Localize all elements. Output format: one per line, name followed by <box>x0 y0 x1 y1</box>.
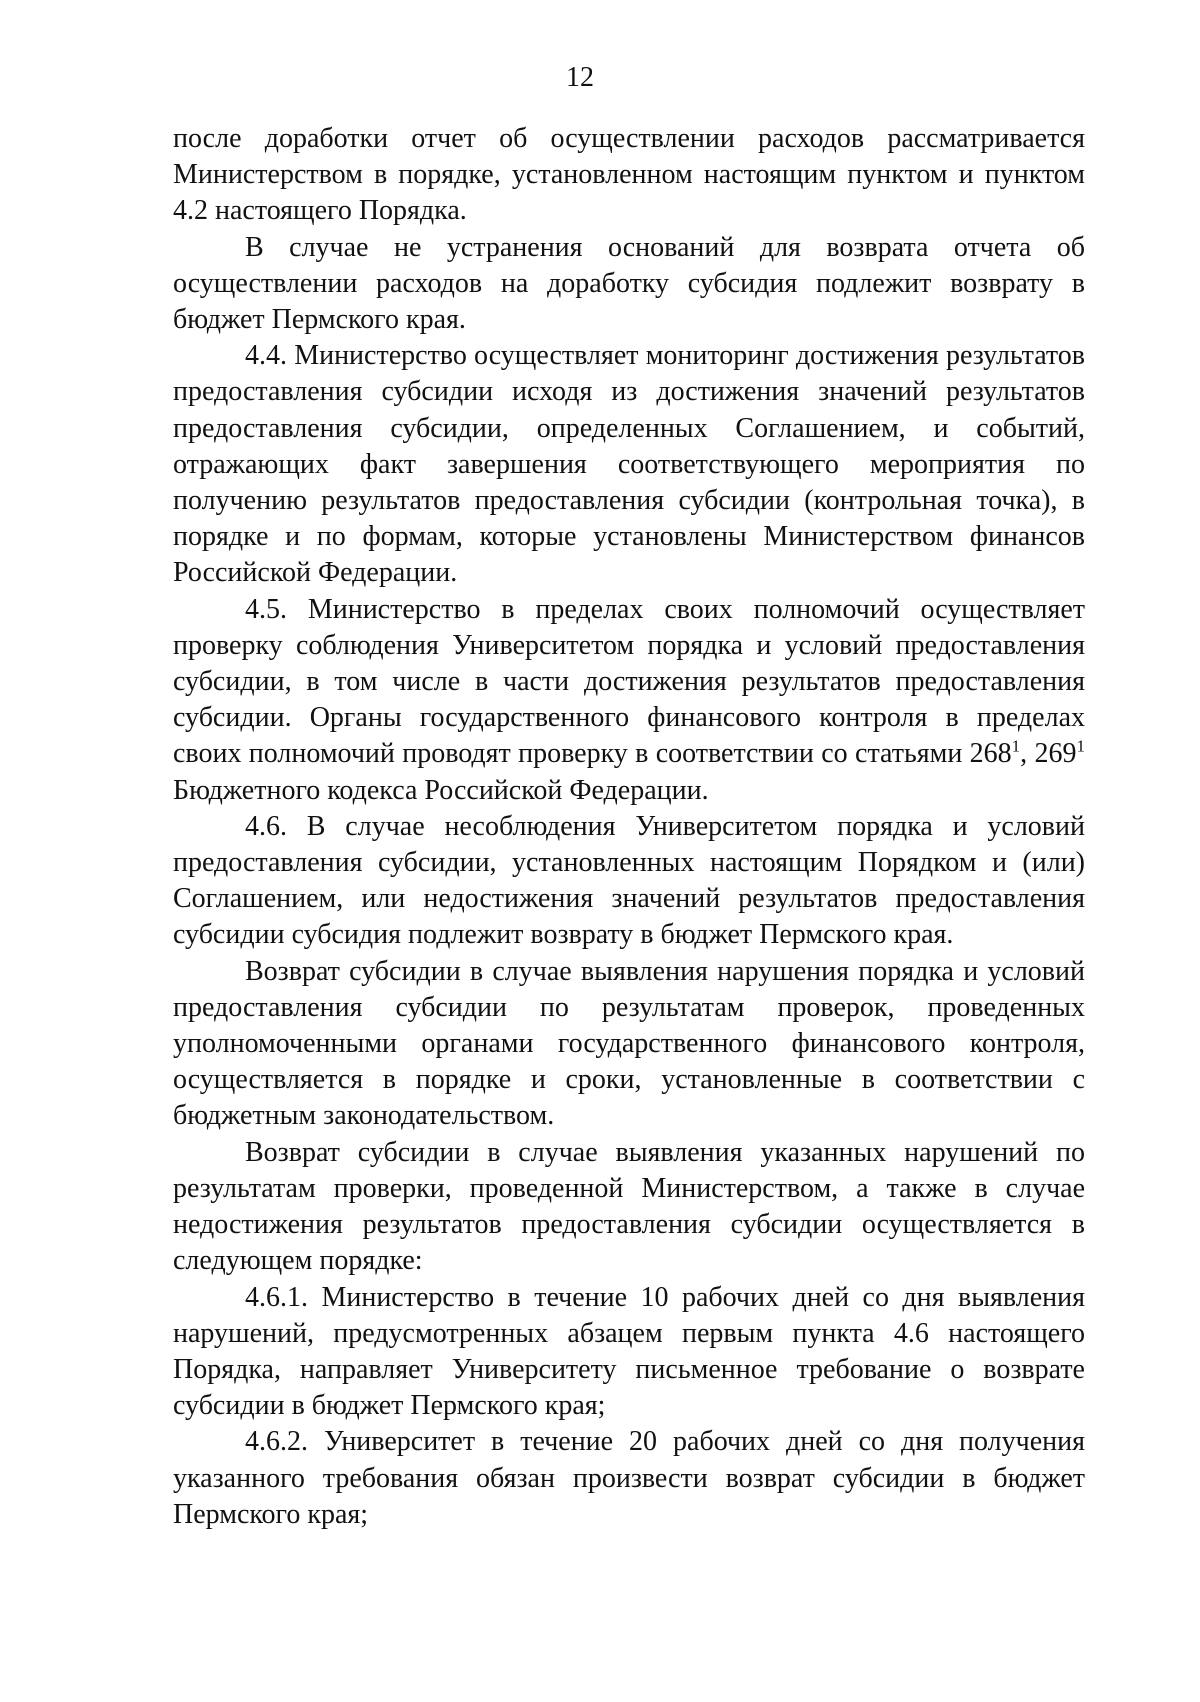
page-number: 12 <box>566 62 594 93</box>
paragraph-4-4: 4.4. Министерство осуществляет мониторинг достижения результатов предоставления субсидии исходя из достижения значений результатов предоставления субсидии, определенных Соглашением, и событий, отражающих факт завершения соответствующего мероприятия по получению результатов предоставления субсидии (контрольная точка), в порядке и по формам, которые установлены Министерством финансов Российской Федерации. <box>173 340 1085 589</box>
paragraph-return-control: Возврат субсидии в случае выявления нарушения порядка и условий предоставления субсидии по результатам проверок, проведенных уполномоченными органами государственного финансового контроля, осуществляется в порядке и сроки, установленные в соответствии с бюджетным законодательством. <box>173 955 1085 1132</box>
article-269-superscript: 1 <box>1076 737 1085 757</box>
article-268-superscript: 1 <box>1011 737 1021 757</box>
paragraph-continuation: после доработки отчет об осуществлении расходов рассматривается Министерством в порядке, установленном настоящим пунктом и пунктом 4.2 настоящего Порядка. <box>173 123 1085 227</box>
paragraph-4-5 <box>173 592 1085 809</box>
paragraph-4-5-text-middle: , 269 <box>1020 738 1077 770</box>
paragraph-no-elimination: В случае не устранения оснований для возврата отчета об осуществлении расходов на доработку субсидия подлежит возврату в бюджет Пермского края. <box>173 231 1085 336</box>
paragraph-4-6-2: 4.6.2. Университет в течение 20 рабочих дней со дня получения указанного требования обязан произвести возврат субсидии в бюджет Пермского края; <box>173 1426 1085 1530</box>
paragraph-4-5-text-start: 4.5. Министерство в пределах своих полномочий осуществляет проверку соблюдения Университетом порядка и условий предоставления субсидии, в том числе в части достижения результатов предоставления субсидии. Органы государственного финансового контроля в пределах своих полномочий проводят проверку в соответствии со статьями 268 <box>173 593 1085 770</box>
paragraph-return-ministry: Возврат субсидии в случае выявления указанных нарушений по результатам проверки, проведенной Министерством, а также в случае недостижения результатов предоставления субсидии осуществляется в следующем порядке: <box>173 1136 1085 1277</box>
paragraph-4-6-1: 4.6.1. Министерство в течение 10 рабочих дней со дня выявления нарушений, предусмотренных абзацем первым пункта 4.6 настоящего Порядка, направляет Университету письменное требование о возврате субсидии в бюджет Пермского края; <box>173 1281 1085 1422</box>
document-body <box>173 121 1085 1533</box>
paragraph-4-6: 4.6. В случае несоблюдения Университетом порядка и условий предоставления субсидии, установленных настоящим Порядком и (или) Соглашением, или недостижения значений результатов предоставления субсидии субсидия подлежит возврату в бюджет Пермского края. <box>173 810 1085 951</box>
paragraph-4-5-text-end: Бюджетного кодекса Российской Федерации. <box>173 774 709 806</box>
